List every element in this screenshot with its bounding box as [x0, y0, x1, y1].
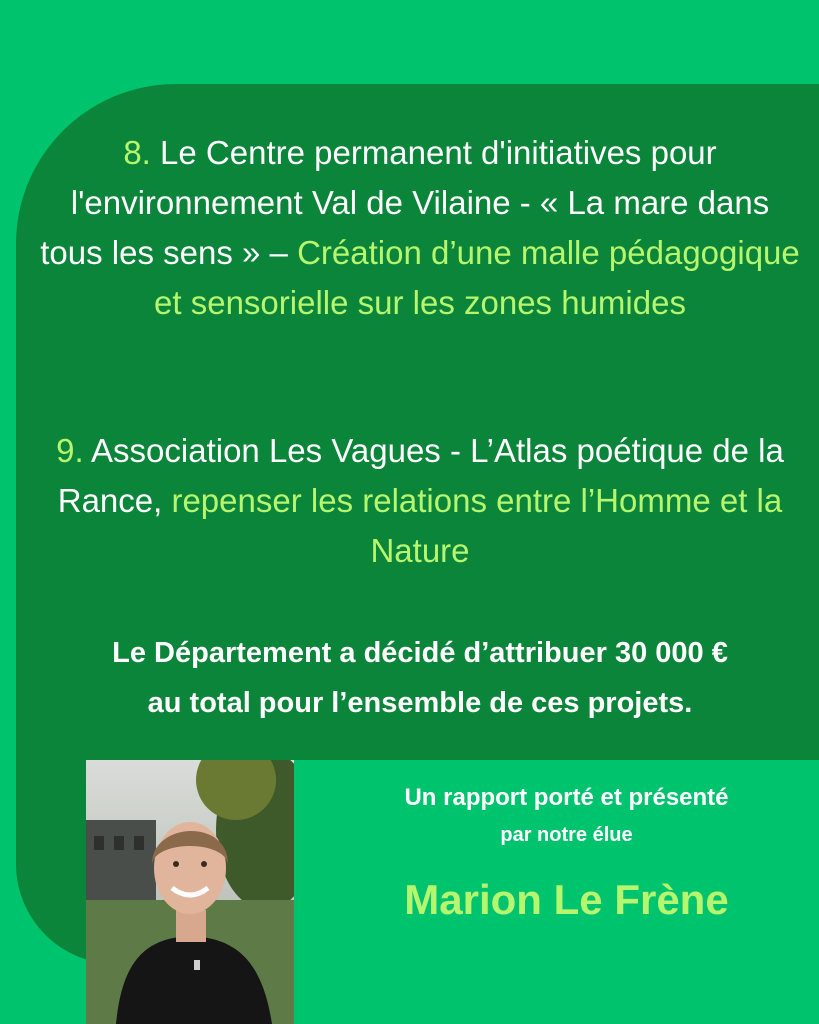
report-line-2: par notre élue: [500, 824, 633, 846]
portrait-illustration: [86, 760, 294, 1024]
portrait-photo: [86, 760, 294, 1024]
summary-line-2: au total pour l’ensemble de ces projets.: [147, 687, 693, 719]
item-highlight: repenser les relations entre l’Homme et la Nature: [171, 482, 783, 569]
elected-official-name: Marion Le Frène: [404, 876, 729, 923]
item-number: 9.: [56, 432, 84, 469]
funding-summary: [30, 628, 810, 728]
report-box: [294, 760, 819, 988]
item-text: Le Centre permanent d'initiatives pour l'environnement Val de Vilaine - « La mare dans tous les sens » –: [40, 134, 770, 271]
project-item-9: [40, 426, 800, 576]
project-item-8: [40, 128, 800, 328]
summary-line-1: Le Département a décidé d’attribuer 30 000 €: [112, 637, 728, 669]
item-text: Association Les Vagues - L’Atlas poétique de la Rance,: [57, 432, 784, 519]
report-line-1: Un rapport porté et présenté: [404, 784, 729, 811]
item-number: 8.: [123, 134, 151, 171]
item-highlight: Création d’une malle pédagogique et sensorielle sur les zones humides: [154, 234, 800, 321]
